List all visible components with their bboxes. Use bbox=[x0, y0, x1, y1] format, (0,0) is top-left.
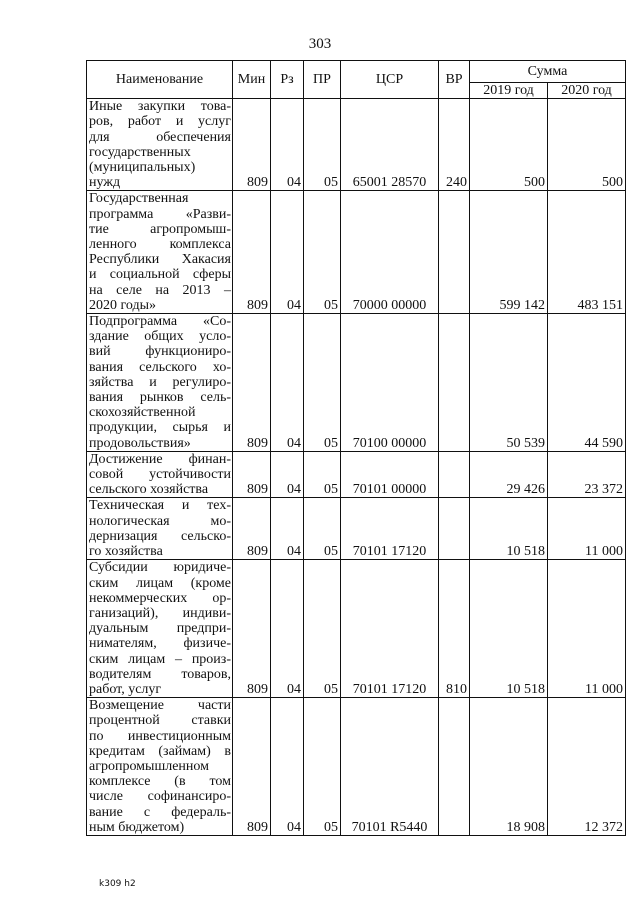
row-2019: 500 bbox=[470, 99, 548, 191]
table-row bbox=[87, 99, 626, 191]
row-rz: 04 bbox=[271, 560, 304, 698]
footer-code: k309 h2 bbox=[99, 879, 136, 889]
row-name-line: нологическая мо- bbox=[89, 513, 231, 529]
row-name-line: водителям товаров, bbox=[89, 666, 231, 682]
row-vr bbox=[439, 191, 470, 314]
table-row bbox=[87, 314, 626, 452]
row-min: 809 bbox=[233, 498, 271, 560]
row-name-line: числе софинансиро- bbox=[89, 789, 231, 805]
row-name bbox=[87, 191, 233, 314]
row-name-line: ленного комплекса bbox=[89, 237, 231, 253]
row-name-line: дуальным предпри- bbox=[89, 621, 231, 637]
table-row bbox=[87, 498, 626, 560]
row-pr: 05 bbox=[304, 560, 341, 698]
row-name-line: го хозяйства bbox=[89, 544, 163, 560]
row-name-line: кредитам (займам) в bbox=[89, 743, 231, 759]
row-name-line: Подпрограмма «Со- bbox=[89, 314, 231, 330]
row-name-line: ным бюджетом) bbox=[89, 819, 185, 835]
row-vr: 240 bbox=[439, 99, 470, 191]
table-row bbox=[87, 560, 626, 698]
row-name-line: Достижение финан- bbox=[89, 451, 231, 467]
row-name-line: работ, услуг bbox=[89, 681, 162, 697]
page-number: 303 bbox=[308, 36, 332, 52]
row-name-line: вий функциониро- bbox=[89, 344, 231, 360]
table-body bbox=[87, 99, 626, 836]
table-row bbox=[87, 698, 626, 836]
row-name-line: комплексе (в том bbox=[89, 774, 231, 790]
row-name-line: ганизаций), индиви- bbox=[89, 605, 231, 621]
row-2020: 23 372 bbox=[548, 451, 626, 498]
row-name-line: государственных bbox=[89, 144, 191, 160]
row-name bbox=[87, 498, 233, 560]
row-csr: 70101 00000 bbox=[341, 451, 439, 498]
row-vr: 810 bbox=[439, 560, 470, 698]
header-2020: 2020 год bbox=[548, 83, 626, 99]
row-name-line: программа «Разви- bbox=[89, 206, 231, 222]
row-name-line: зяйства и регулиро- bbox=[89, 374, 231, 390]
row-name-line: ским лицам – произ- bbox=[89, 651, 231, 667]
row-name-line: совой устойчивости bbox=[89, 467, 231, 483]
row-name-line: на селе на 2013 – bbox=[89, 282, 231, 298]
row-csr: 70101 17120 bbox=[341, 560, 439, 698]
row-name-line: тие агропромыш- bbox=[89, 221, 231, 237]
row-csr: 70101 R5440 bbox=[341, 698, 439, 836]
row-csr: 65001 28570 bbox=[341, 99, 439, 191]
row-name-line: продовольствия» bbox=[89, 435, 191, 451]
header-csr: ЦСР bbox=[341, 61, 439, 99]
row-2020: 11 000 bbox=[548, 560, 626, 698]
row-2019: 10 518 bbox=[470, 498, 548, 560]
row-name-line: дернизация сельско- bbox=[89, 528, 231, 544]
row-rz: 04 bbox=[271, 698, 304, 836]
row-pr: 05 bbox=[304, 498, 341, 560]
row-min: 809 bbox=[233, 99, 271, 191]
row-pr: 05 bbox=[304, 191, 341, 314]
header-rz: Рз bbox=[271, 61, 304, 99]
row-2020: 483 151 bbox=[548, 191, 626, 314]
row-name bbox=[87, 99, 233, 191]
row-min: 809 bbox=[233, 451, 271, 498]
table-row bbox=[87, 451, 626, 498]
row-name-line: скохозяйственной bbox=[89, 405, 196, 421]
row-name-line: (муниципальных) bbox=[89, 160, 196, 176]
row-name-line: нимателям, физиче- bbox=[89, 636, 231, 652]
row-name-line: вания рынков сель- bbox=[89, 390, 231, 406]
row-min: 809 bbox=[233, 560, 271, 698]
row-2020: 12 372 bbox=[548, 698, 626, 836]
row-rz: 04 bbox=[271, 99, 304, 191]
row-name-line: здание общих усло- bbox=[89, 329, 231, 345]
header-min: Мин bbox=[233, 61, 271, 99]
row-name-line: Республики Хакасия bbox=[89, 252, 231, 268]
row-2020: 44 590 bbox=[548, 314, 626, 452]
header-sum: Сумма bbox=[470, 61, 626, 83]
row-name-line: Техническая и тех- bbox=[89, 498, 231, 514]
row-min: 809 bbox=[233, 698, 271, 836]
row-2019: 18 908 bbox=[470, 698, 548, 836]
row-name bbox=[87, 698, 233, 836]
row-name-line: нужд bbox=[89, 175, 121, 191]
row-name-line: вания сельского хо- bbox=[89, 359, 231, 375]
row-csr: 70000 00000 bbox=[341, 191, 439, 314]
row-csr: 70101 17120 bbox=[341, 498, 439, 560]
header-vr: ВР bbox=[439, 61, 470, 99]
row-rz: 04 bbox=[271, 451, 304, 498]
row-name bbox=[87, 314, 233, 452]
row-rz: 04 bbox=[271, 314, 304, 452]
row-name-line: сельского хозяйства bbox=[89, 482, 209, 498]
row-name-line: продукции, сырья и bbox=[89, 420, 231, 436]
row-2020: 500 bbox=[548, 99, 626, 191]
row-vr bbox=[439, 314, 470, 452]
row-name-line: и социальной сферы bbox=[89, 267, 231, 283]
row-2019: 599 142 bbox=[470, 191, 548, 314]
row-vr bbox=[439, 698, 470, 836]
row-name-line: некоммерческих ор- bbox=[89, 590, 231, 606]
row-name-line: 2020 годы» bbox=[89, 297, 157, 313]
row-name-line: агропромышленном bbox=[89, 758, 210, 774]
header-2019: 2019 год bbox=[470, 83, 548, 99]
row-min: 809 bbox=[233, 191, 271, 314]
row-vr bbox=[439, 498, 470, 560]
table-row bbox=[87, 191, 626, 314]
row-csr: 70100 00000 bbox=[341, 314, 439, 452]
row-vr bbox=[439, 451, 470, 498]
row-name bbox=[87, 451, 233, 498]
row-2020: 11 000 bbox=[548, 498, 626, 560]
row-min: 809 bbox=[233, 314, 271, 452]
row-name-line: вание с федераль- bbox=[89, 804, 231, 820]
row-name-line: Субсидии юридиче- bbox=[89, 560, 231, 576]
row-name-line: Иные закупки това- bbox=[89, 99, 231, 115]
row-rz: 04 bbox=[271, 498, 304, 560]
row-name-line: по инвестиционным bbox=[89, 728, 231, 744]
row-name-line: Возмещение части bbox=[89, 698, 231, 714]
header-pr: ПР bbox=[304, 61, 341, 99]
row-name-line: для обеспечения bbox=[89, 129, 231, 145]
row-2019: 50 539 bbox=[470, 314, 548, 452]
row-2019: 29 426 bbox=[470, 451, 548, 498]
row-name-line: ским лицам (кроме bbox=[89, 575, 231, 591]
row-name bbox=[87, 560, 233, 698]
row-pr: 05 bbox=[304, 451, 341, 498]
row-pr: 05 bbox=[304, 314, 341, 452]
row-rz: 04 bbox=[271, 191, 304, 314]
row-pr: 05 bbox=[304, 698, 341, 836]
row-name-line: Государственная bbox=[89, 191, 189, 207]
row-2019: 10 518 bbox=[470, 560, 548, 698]
budget-table bbox=[86, 60, 626, 836]
header-name: Наименование bbox=[87, 61, 233, 99]
row-pr: 05 bbox=[304, 99, 341, 191]
row-name-line: ров, работ и услуг bbox=[89, 114, 231, 130]
row-name-line: процентной ставки bbox=[89, 713, 231, 729]
